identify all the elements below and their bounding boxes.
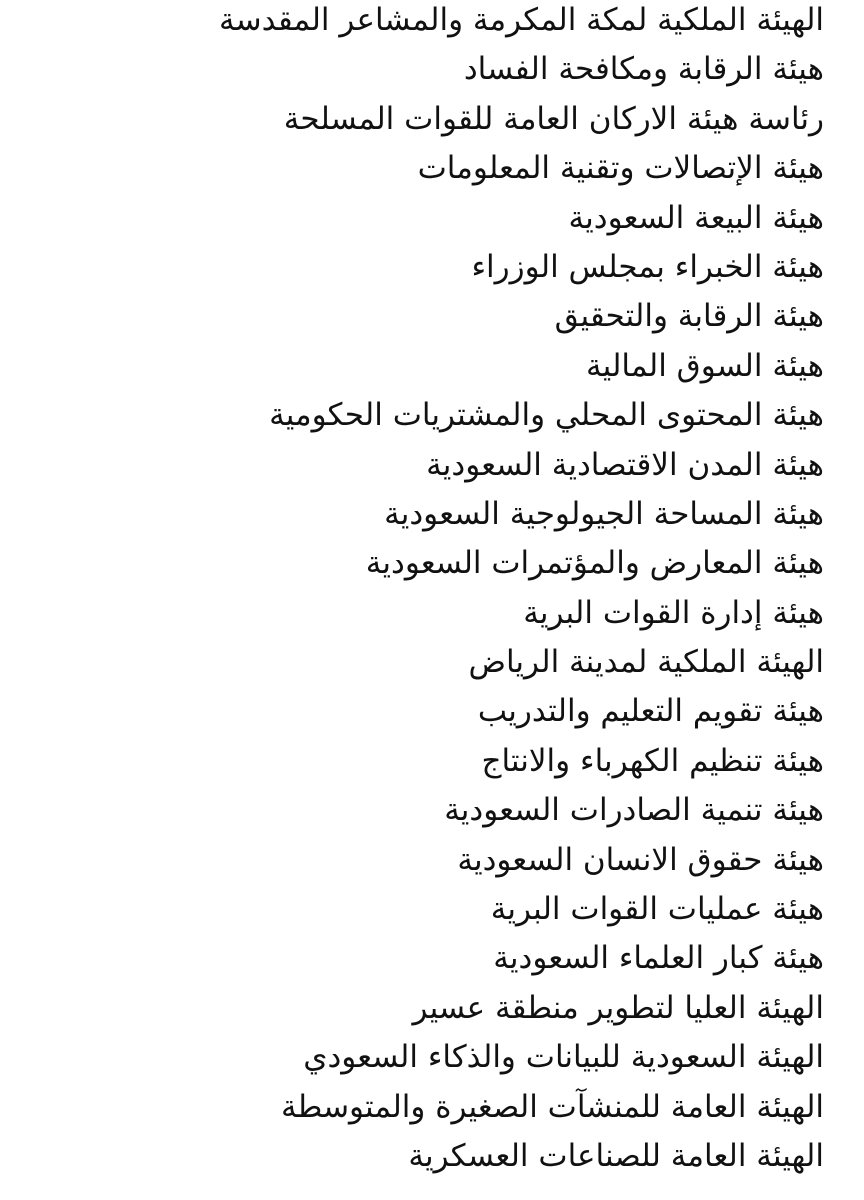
list-item: هيئة تقويم التعليم والتدريب bbox=[477, 693, 824, 730]
list-item: هيئة البيعة السعودية bbox=[568, 199, 824, 236]
list-item: الهيئة السعودية للبيانات والذكاء السعودي bbox=[303, 1039, 824, 1076]
list-item: هيئة الخبراء بمجلس الوزراء bbox=[471, 248, 824, 285]
list-item: هيئة إدارة القوات البرية bbox=[523, 594, 824, 631]
list-item: هيئة تنظيم الكهرباء والانتاج bbox=[481, 742, 824, 779]
list-item: هيئة الرقابة والتحقيق bbox=[554, 298, 824, 335]
list-item: هيئة المدن الاقتصادية السعودية bbox=[426, 446, 824, 483]
list-item: هيئة المساحة الجيولوجية السعودية bbox=[384, 495, 824, 532]
list-item: هيئة المحتوى المحلي والمشتريات الحكومية bbox=[269, 397, 824, 434]
list-item: هيئة تنمية الصادرات السعودية bbox=[444, 792, 824, 829]
list-item: رئاسة هيئة الاركان العامة للقوات المسلحة bbox=[283, 100, 824, 137]
list-item: الهيئة العامة للصناعات العسكرية bbox=[408, 1137, 824, 1174]
list-item: هيئة كبار العلماء السعودية bbox=[493, 940, 824, 977]
list-item: الهيئة العليا لتطوير منطقة عسير bbox=[412, 989, 824, 1026]
list-item: الهيئة الملكية لمدينة الرياض bbox=[468, 644, 824, 681]
list-item: هيئة الإتصالات وتقنية المعلومات bbox=[417, 150, 824, 187]
list-item: هيئة الرقابة ومكافحة الفساد bbox=[463, 51, 824, 88]
list-item: هيئة السوق المالية bbox=[585, 347, 824, 384]
list-item: الهيئة العامة للمنشآت الصغيرة والمتوسطة bbox=[281, 1088, 824, 1125]
list-item: هيئة حقوق الانسان السعودية bbox=[457, 841, 824, 878]
list-item: الهيئة الملكية لمكة المكرمة والمشاعر المقدسة bbox=[219, 2, 824, 38]
list-item: هيئة عمليات القوات البرية bbox=[490, 891, 824, 928]
list-item: هيئة المعارض والمؤتمرات السعودية bbox=[365, 545, 824, 582]
